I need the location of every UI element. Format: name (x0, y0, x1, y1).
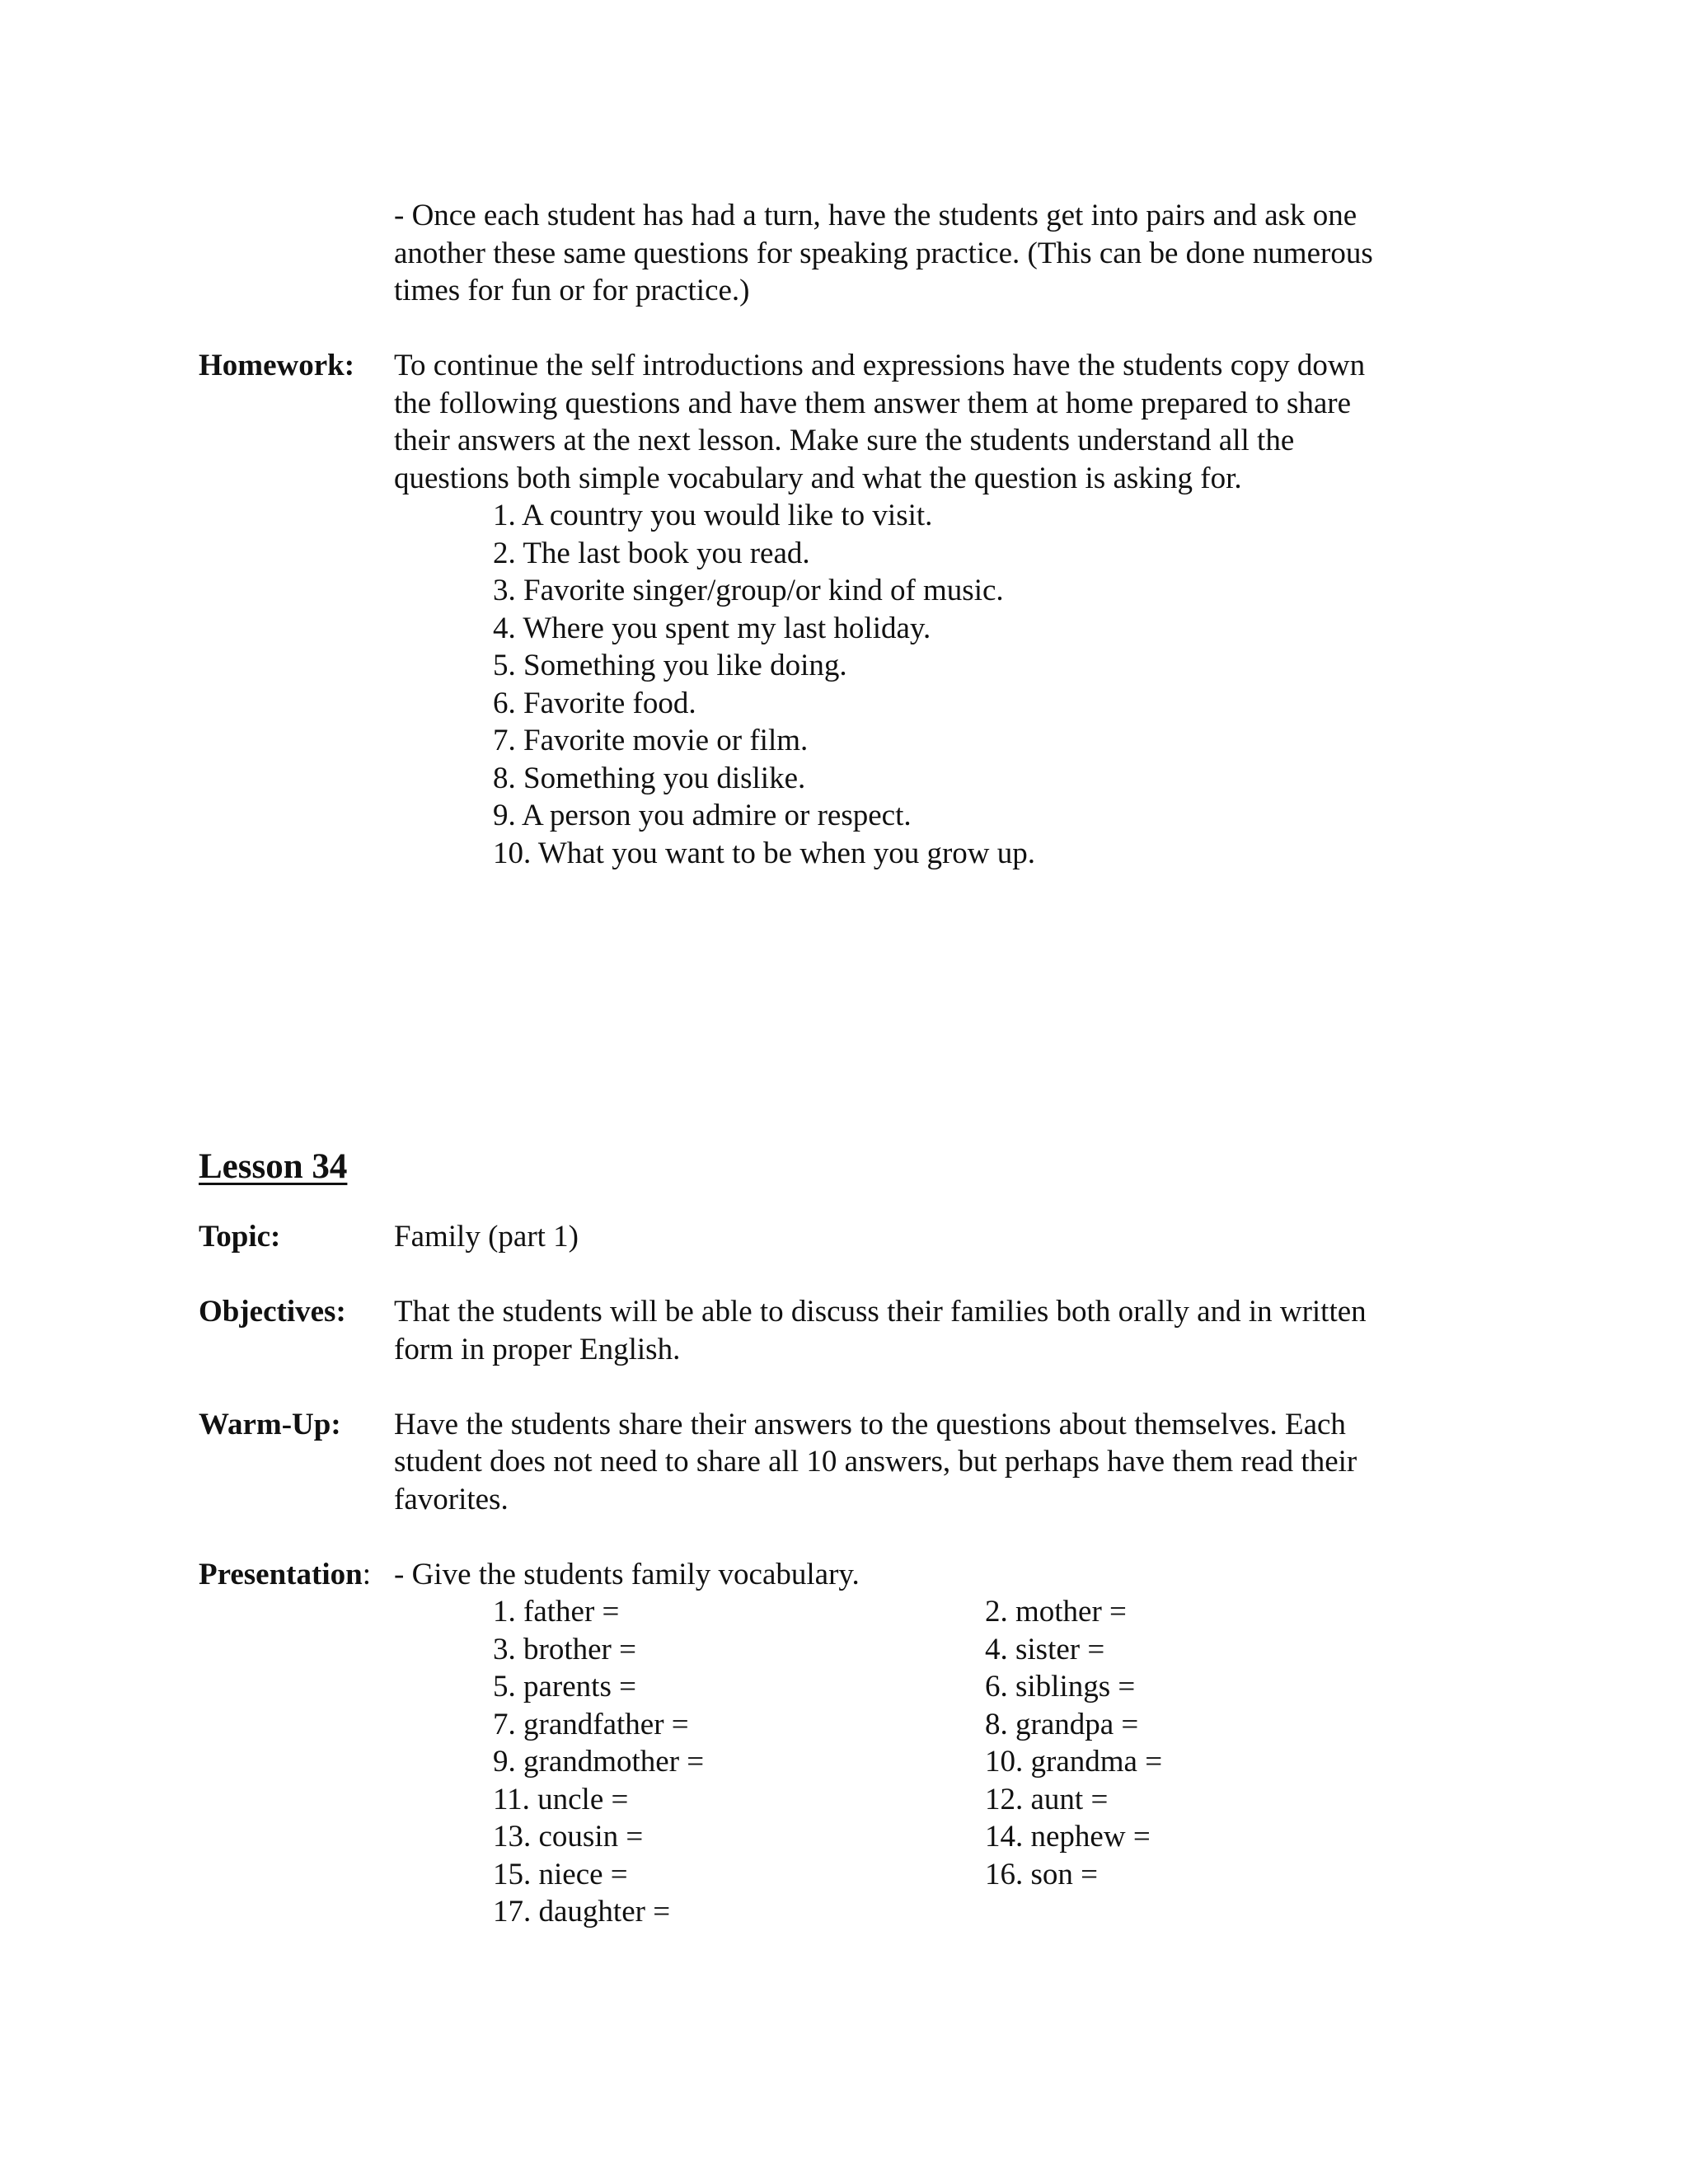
vocab-item: 10. grandma = (985, 1745, 1163, 1779)
vocab-item: 6. siblings = (985, 1670, 1136, 1704)
intro-line: another these same questions for speaking practice. (This can be done numerous (394, 237, 1373, 270)
homework-line: their answers at the next lesson. Make sure the students understand all the (394, 424, 1295, 457)
vocab-item: 5. parents = (493, 1670, 636, 1704)
objectives-line: form in proper English. (394, 1333, 681, 1366)
warmup-line: Have the students share their answers to the questions about themselves. Each (394, 1408, 1346, 1441)
homework-line: the following questions and have them answer them at home prepared to share (394, 387, 1352, 420)
objectives-line: That the students will be able to discuss their families both orally and in written (394, 1295, 1367, 1329)
homework-question: 1. A country you would like to visit. (493, 499, 933, 532)
presentation-label (199, 1556, 371, 1594)
intro-line: - Once each student has had a turn, have the students get into pairs and ask one (394, 199, 1357, 232)
homework-question: 10. What you want to be when you grow up. (493, 837, 1036, 870)
vocab-item: 8. grandpa = (985, 1708, 1139, 1741)
vocab-item: 3. brother = (493, 1633, 636, 1666)
presentation-intro: - Give the students family vocabulary. (394, 1558, 860, 1591)
vocab-item: 9. grandmother = (493, 1745, 705, 1779)
vocab-item: 15. niece = (493, 1858, 628, 1891)
intro-line: times for fun or for practice.) (394, 274, 750, 307)
homework-question: 5. Something you like doing. (493, 649, 847, 682)
vocab-item: 11. uncle = (493, 1783, 629, 1816)
vocab-item: 7. grandfather = (493, 1708, 689, 1741)
vocab-item: 2. mother = (985, 1595, 1127, 1629)
vocab-item: 13. cousin = (493, 1820, 644, 1854)
homework-question: 4. Where you spent my last holiday. (493, 612, 931, 645)
homework-line: questions both simple vocabulary and what the question is asking for. (394, 462, 1242, 495)
topic-label: Topic: (199, 1220, 281, 1254)
warmup-label: Warm-Up: (199, 1408, 341, 1441)
vocab-item: 12. aunt = (985, 1783, 1109, 1816)
topic-value: Family (part 1) (394, 1220, 579, 1254)
homework-question: 8. Something you dislike. (493, 762, 806, 795)
vocab-item: 1. father = (493, 1595, 620, 1629)
homework-line: To continue the self introductions and expressions have the students copy down (394, 349, 1366, 382)
presentation-label-colon: : (362, 1558, 371, 1591)
homework-label: Homework: (199, 349, 355, 382)
homework-question: 9. A person you admire or respect. (493, 799, 912, 832)
homework-question: 3. Favorite singer/group/or kind of music. (493, 574, 1004, 607)
vocab-item: 17. daughter = (493, 1895, 671, 1929)
warmup-line: student does not need to share all 10 answers, but perhaps have them read their (394, 1445, 1357, 1479)
warmup-line: favorites. (394, 1483, 509, 1516)
homework-question: 2. The last book you read. (493, 537, 810, 570)
homework-question: 7. Favorite movie or film. (493, 724, 809, 757)
lesson-title: Lesson 34 (199, 1147, 348, 1186)
vocab-item: 14. nephew = (985, 1820, 1151, 1854)
objectives-label: Objectives: (199, 1295, 346, 1329)
vocab-item: 4. sister = (985, 1633, 1105, 1666)
homework-question: 6. Favorite food. (493, 687, 696, 720)
presentation-label-text: Presentation (199, 1558, 363, 1591)
vocab-item: 16. son = (985, 1858, 1099, 1891)
